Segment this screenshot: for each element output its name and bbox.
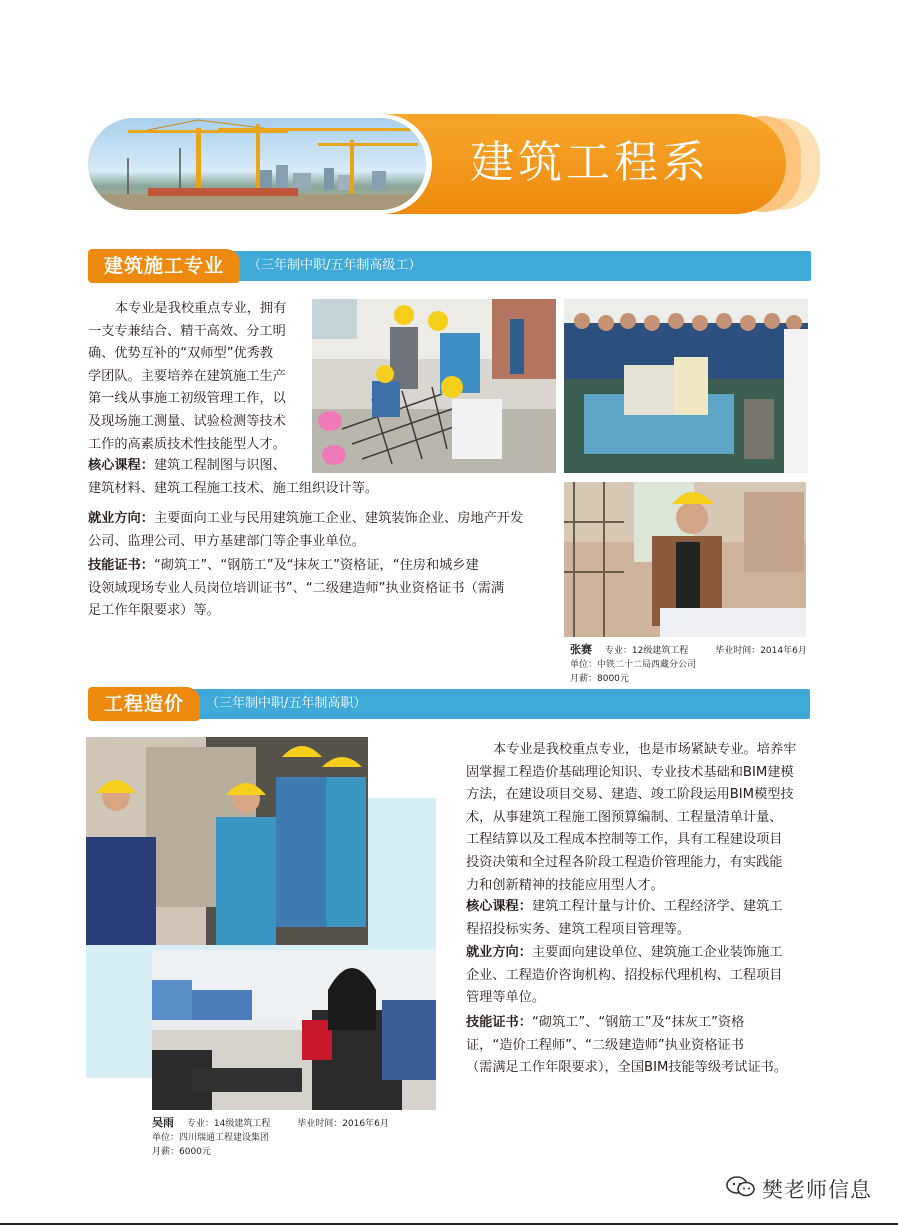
wechat-icon bbox=[726, 1176, 756, 1203]
alumna-major: 专业：14级建筑工程 bbox=[186, 1119, 271, 1129]
intro-line: 方法，在建设项目交易、建造、竣工阶段运用BIM模型技 bbox=[466, 787, 794, 803]
alumnus-employer: 单位：中铁二十二局西藏分公司 bbox=[570, 660, 697, 670]
section-title: 工程造价 bbox=[88, 687, 200, 721]
section-subtitle: （三年制中职/五年制高级工） bbox=[248, 258, 422, 273]
page-title: 建筑工程系 bbox=[470, 137, 710, 188]
core-courses-text: 建筑工程制图与识图、 bbox=[153, 458, 286, 473]
intro-line: 固掌握工程造价基础理论知识、专业技术基础和BIM建模 bbox=[466, 764, 794, 780]
rebar-training-photo bbox=[312, 299, 556, 473]
certificates-text: （需满足工作年限要求），全国BIM技能等级考试证书。 bbox=[466, 1060, 788, 1076]
bottom-rule bbox=[0, 1223, 898, 1225]
certificates-label: 技能证书： bbox=[466, 1015, 532, 1030]
intro-line: 术，从事建筑工程施工图预算编制、工程量清单计量、 bbox=[466, 809, 783, 825]
core-courses-text: 建筑工程计量与计价、工程经济学、建筑工 bbox=[531, 899, 783, 914]
employment-text: 管理等单位。 bbox=[466, 990, 546, 1006]
employment-direction bbox=[88, 508, 558, 553]
core-courses-text: 程招投标实务、建筑工程项目管理等。 bbox=[466, 921, 691, 937]
intro-line: 工程结算以及工程成本控制等工作，具有工程建设项目 bbox=[466, 832, 783, 848]
certificates-label: 技能证书： bbox=[88, 558, 154, 573]
alumnus-major: 专业：12级建筑工程 bbox=[604, 646, 689, 656]
watermark-text: 樊老师信息 bbox=[762, 1178, 872, 1202]
intro-line: 学团队。主要培养在建筑施工生产 bbox=[88, 368, 286, 384]
alumna-caption bbox=[152, 1116, 389, 1159]
employment-text: 主要面向工业与民用建筑施工企业、建筑装饰企业、房地产开发 bbox=[153, 511, 524, 526]
alumnus-photo bbox=[564, 482, 806, 637]
certificates-text: “砌筑工”、“钢筋工”及“抹灰工”资格 bbox=[531, 1015, 745, 1030]
section-intro bbox=[88, 298, 306, 456]
alumna-name: 吴雨 bbox=[152, 1116, 174, 1129]
employment-text: 主要面向建设单位、建筑施工企业装饰施工 bbox=[531, 945, 783, 960]
alumnus-salary: 月薪：8000元 bbox=[570, 674, 629, 684]
construction-cranes-photo bbox=[88, 118, 426, 210]
alumna-photo bbox=[152, 950, 436, 1110]
alumna-salary: 月薪：6000元 bbox=[152, 1147, 211, 1157]
alumnus-caption bbox=[570, 643, 807, 686]
building-model-photo bbox=[564, 299, 808, 473]
intro-line: 工作的高素质技术性技能型人才。 bbox=[88, 436, 286, 452]
employment-text: 公司、监理公司、甲方基建部门等企事业单位。 bbox=[88, 533, 365, 549]
section-intro bbox=[466, 739, 808, 897]
section-subtitle: （三年制中职/五年制高职） bbox=[206, 696, 367, 711]
certificates-text: 设领域现场专业人员岗位培训证书”、“二级建造师”执业资格证书（需满 bbox=[88, 580, 505, 596]
core-courses-text: 建筑材料、建筑工程施工技术、施工组织设计等。 bbox=[88, 480, 379, 496]
employment-label: 就业方向： bbox=[466, 945, 532, 960]
certificates-text: 证，“造价工程师”、“二级建造师”执业资格证书 bbox=[466, 1037, 744, 1053]
intro-line: 力和创新精神的技能应用型人才。 bbox=[466, 877, 664, 893]
intro-line: 投资决策和全过程各阶段工程造价管理能力，有实践能 bbox=[466, 854, 783, 870]
alumnus-graduation: 毕业时间：2014年6月 bbox=[715, 646, 807, 656]
plastering-practice-photo bbox=[86, 737, 368, 945]
skill-certificates bbox=[466, 1012, 808, 1080]
employment-direction bbox=[466, 942, 808, 1010]
employment-label: 就业方向： bbox=[88, 511, 154, 526]
intro-line: 确、优势互补的“双师型”优秀教 bbox=[88, 346, 274, 362]
certificates-text: 足工作年限要求）等。 bbox=[88, 603, 220, 619]
alumna-graduation: 毕业时间：2016年6月 bbox=[297, 1119, 389, 1129]
intro-line: 本专业是我校重点专业，也是市场紧缺专业。培养牢 bbox=[493, 742, 797, 757]
core-courses bbox=[466, 896, 808, 941]
section-title: 建筑施工专业 bbox=[88, 249, 240, 283]
certificates-text: “砌筑工”、“钢筋工”及“抹灰工”资格证，“住房和城乡建 bbox=[153, 558, 479, 573]
banner-photo-frame bbox=[82, 114, 432, 214]
alumna-employer: 单位：四川瑞通工程建设集团 bbox=[152, 1133, 270, 1143]
skill-certificates bbox=[88, 555, 558, 623]
intro-line: 本专业是我校重点专业，拥有 bbox=[115, 301, 287, 316]
core-courses-label: 核心课程： bbox=[88, 458, 154, 473]
employment-text: 企业、工程造价咨询机构、招投标代理机构、工程项目 bbox=[466, 967, 783, 983]
alumnus-name: 张赛 bbox=[570, 643, 592, 656]
core-courses-label: 核心课程： bbox=[466, 899, 532, 914]
intro-line: 一支专兼结合、精干高效、分工明 bbox=[88, 323, 286, 339]
intro-line: 第一线从事施工初级管理工作，以 bbox=[88, 391, 286, 407]
watermark bbox=[726, 1174, 872, 1204]
intro-line: 及现场施工测量、试验检测等技术 bbox=[88, 413, 286, 429]
